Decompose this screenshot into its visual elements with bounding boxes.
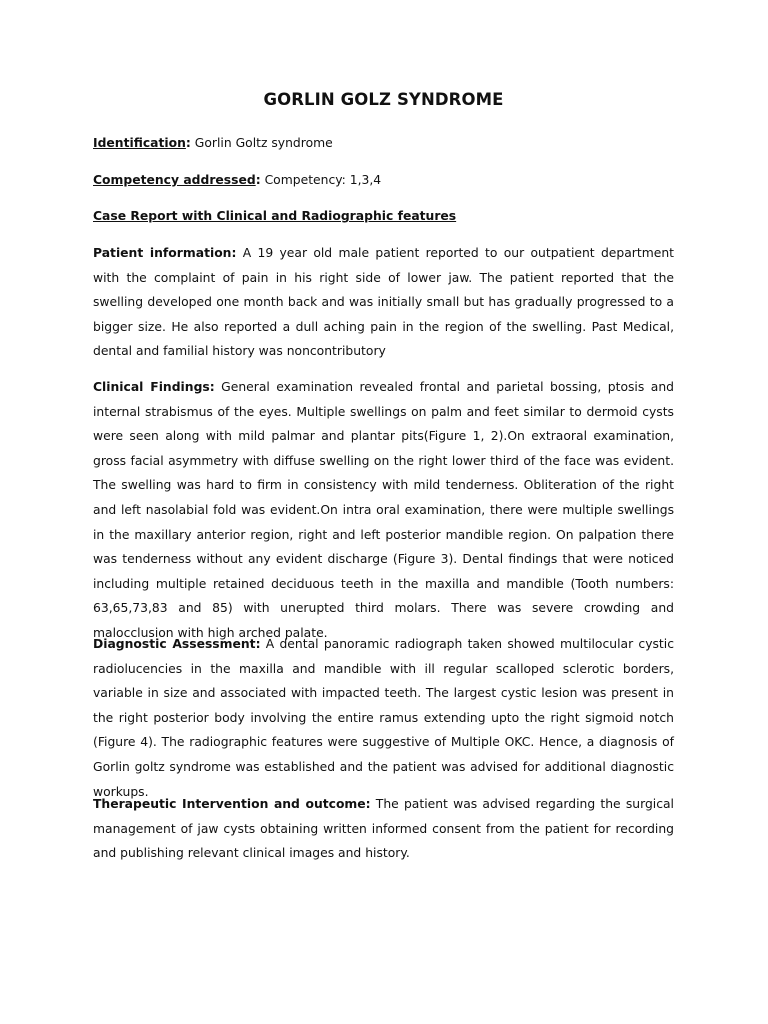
patient-information-paragraph: [93, 241, 674, 364]
competency-label: Competency addressed: [93, 173, 256, 187]
diagnostic-assessment-paragraph: [93, 632, 674, 804]
diagnostic-assessment-heading: Diagnostic Assessment:: [93, 637, 261, 651]
patient-information-text: A 19 year old male patient reported to our outpatient department with the complaint of pain in his right side of lower jaw. The patient reported that the swelling developed one month back and was initially small but has gradually progressed to a bigger size. He also reported a dull aching pain in the region of the swelling. Past Medical, dental and familial history was noncontributory: [93, 246, 674, 359]
identification-label: Identification: [93, 136, 186, 150]
identification-colon: :: [185, 136, 191, 150]
case-report-heading-text: Case Report with Clinical and Radiographic features: [93, 209, 457, 223]
competency-colon: :: [255, 173, 261, 187]
clinical-findings-paragraph: [93, 375, 674, 646]
identification-value: Gorlin Goltz syndrome: [190, 136, 333, 150]
therapeutic-intervention-paragraph: [93, 792, 674, 866]
patient-information-heading: Patient information:: [93, 246, 237, 260]
case-report-heading: [93, 204, 674, 229]
competency-value: Competency: 1,3,4: [260, 173, 382, 187]
therapeutic-intervention-heading: Therapeutic Intervention and outcome:: [93, 797, 371, 811]
identification-line: [93, 131, 674, 156]
diagnostic-assessment-text: A dental panoramic radiograph taken showed multilocular cystic radiolucencies in the maxilla and mandible with ill regular scalloped sclerotic borders, variable in size and associated with impacted teeth. The largest cystic lesion was present in the right posterior body involving the entire ramus extending upto the right sigmoid notch (Figure 4). The radiographic features were suggestive of Multiple OKC. Hence, a diagnosis of Gorlin goltz syndrome was established and the patient was advised for additional diagnostic workups.: [93, 637, 674, 799]
clinical-findings-heading: Clinical Findings:: [93, 380, 215, 394]
clinical-findings-text: General examination revealed frontal and parietal bossing, ptosis and internal strabismus of the eyes. Multiple swellings on palm and feet similar to dermoid cysts were seen along with mild palmar and plantar pits(Figure 1, 2).On extraoral examination, gross facial asymmetry with diffuse swelling on the right lower third of the face was evident. The swelling was hard to firm in consistency with mild tenderness. Obliteration of the right and left nasolabial fold was evident.On intra oral examination, there were multiple swellings in the maxillary anterior region, right and left posterior mandible region. On palpation there was tenderness without any evident discharge (Figure 3). Dental findings that were noticed including multiple retained deciduous teeth in the maxilla and mandible (Tooth numbers: 63,65,73,83 and 85) with unerupted third molars. There was severe crowding and malocclusion with high arched palate.: [93, 380, 674, 640]
competency-line: [93, 168, 674, 193]
document-title: GORLIN GOLZ SYNDROME: [263, 90, 504, 109]
therapeutic-intervention-text: The patient was advised regarding the surgical management of jaw cysts obtaining written informed consent from the patient for recording and publishing relevant clinical images and history.: [93, 797, 674, 861]
